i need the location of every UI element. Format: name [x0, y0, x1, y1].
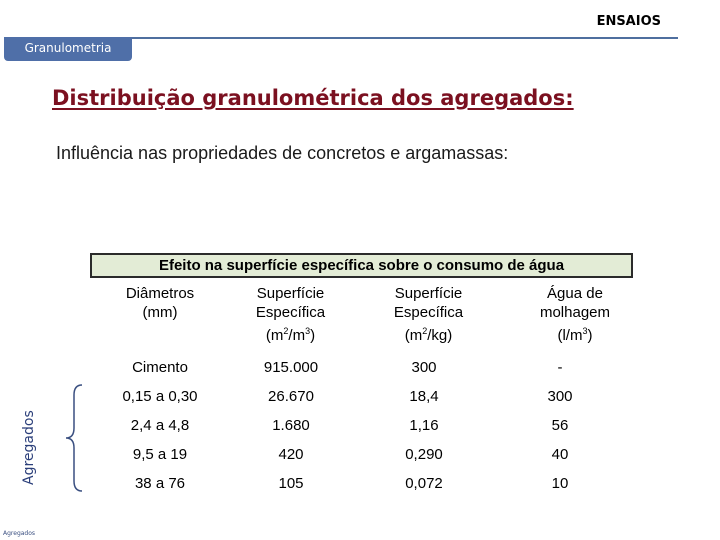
table-cell: Cimento: [132, 359, 188, 376]
column-header-line: (mm): [142, 304, 178, 321]
section-tab[interactable]: Granulometria: [4, 37, 132, 61]
column-header-superficie-massa: [366, 284, 491, 345]
table-cell: 105: [278, 475, 304, 492]
table-cell: 26.670: [268, 388, 314, 405]
column-header-agua: [510, 284, 640, 345]
table-cell: 1,16: [409, 417, 439, 434]
table-cell: 0,290: [405, 446, 443, 463]
column-header-unit: $(m^2/kg)$: [404, 326, 453, 344]
group-label: Agregados: [21, 410, 37, 485]
table-cell: 10: [551, 475, 569, 492]
table-cell: 0,15 a 0,30: [122, 388, 198, 405]
table-cell: -: [557, 359, 563, 376]
table-cell: 18,4: [409, 388, 439, 405]
slide-subtitle: Influência nas propriedades de concretos e argamassas:: [56, 143, 509, 163]
table-caption: Efeito na superfície específica sobre o consumo de água: [90, 253, 633, 278]
footer-label: Agregados: [3, 530, 36, 537]
table-cell: 420: [278, 446, 304, 463]
column-header-line: Água de: [547, 285, 603, 302]
table-cell: 9,5 a 19: [132, 446, 188, 463]
column-header-line: molhagem: [539, 304, 611, 321]
column-header-diametros: [100, 284, 220, 322]
slide-title: Distribuição granulométrica dos agregados:: [52, 86, 574, 110]
table-cell: 56: [551, 417, 569, 434]
table-cell: 38 a 76: [134, 475, 186, 492]
table-cell: 300: [547, 388, 573, 405]
table-cell: 915.000: [263, 359, 319, 376]
column-header-line: Específica: [255, 304, 326, 321]
header-label: ENSAIOS: [596, 14, 661, 29]
column-header-line: Superfície: [394, 285, 463, 302]
table-cell: 1.680: [272, 417, 310, 434]
column-header-superficie-volume: [228, 284, 353, 345]
column-header-unit: $(m^2/m^3)$: [265, 326, 316, 344]
column-header-line: Superfície: [256, 285, 325, 302]
table-cell: 2,4 a 4,8: [130, 417, 190, 434]
column-header-unit: $(l/m^3)$: [557, 326, 593, 344]
column-header-line: Específica: [393, 304, 464, 321]
brace-icon: [62, 383, 84, 493]
table-cell: 0,072: [405, 475, 443, 492]
table-cell: 300: [411, 359, 437, 376]
table-cell: 40: [551, 446, 569, 463]
column-header-line: Diâmetros: [125, 285, 195, 302]
